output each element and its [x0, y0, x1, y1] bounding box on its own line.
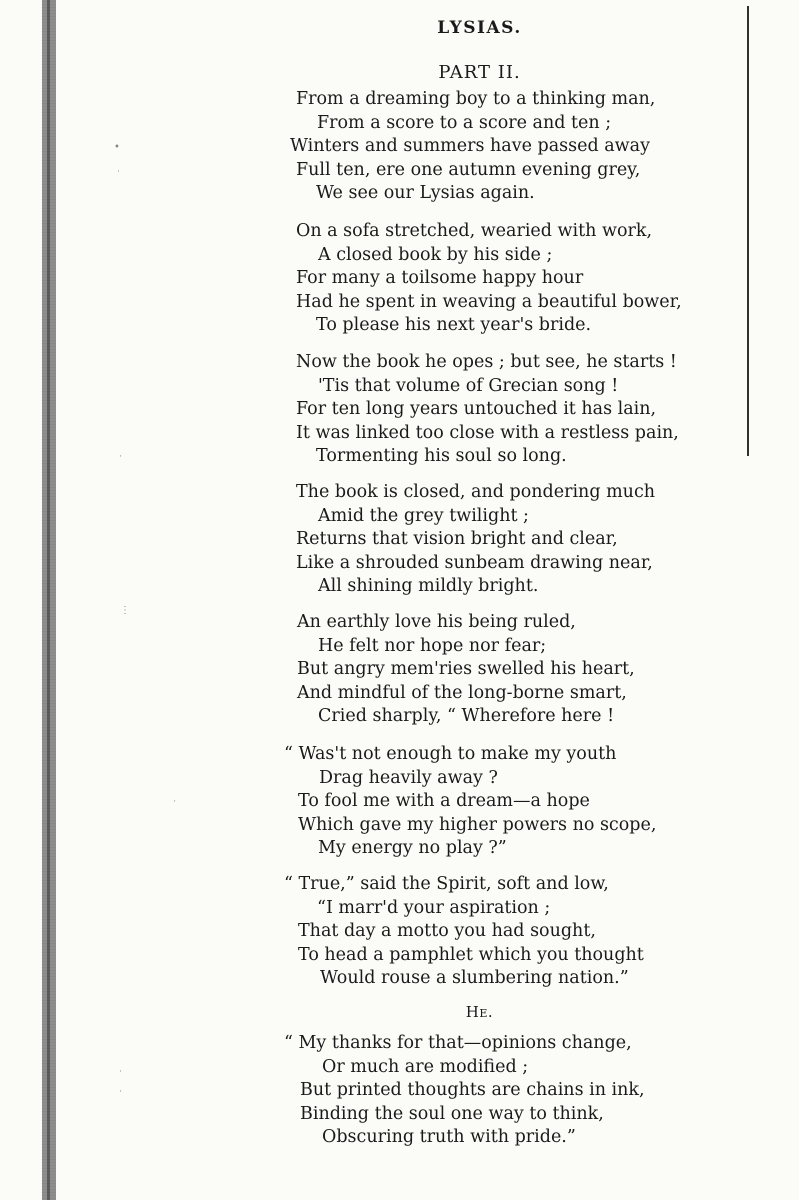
verse-line: For many a toilsome happy hour	[296, 268, 584, 288]
verse-line: Winters and summers have passed away	[290, 136, 650, 156]
verse-line: Cried sharply, “ Wherefore here !	[318, 706, 615, 726]
verse-line: To please his next year's bride.	[316, 315, 592, 335]
verse-line: It was linked too close with a restless pain,	[296, 422, 679, 443]
margin-specks: • ˙ ˙ ⋮ ˙ ˙ ˙	[114, 142, 177, 1101]
verse-line: All shining mildly bright.	[318, 576, 539, 596]
verse-line: Binding the soul one way to think,	[300, 1103, 604, 1124]
verse-line: Obscuring truth with pride.”	[322, 1127, 576, 1147]
verse-line: That day a motto you had sought,	[298, 921, 596, 941]
verse-line: An earthly love his being ruled,	[297, 612, 576, 632]
verse-line: “ True,” said the Spirit, soft and low,	[284, 874, 609, 894]
verse-line: Drag heavily away ?	[319, 767, 498, 788]
verse-line: For ten long years untouched it has lain,	[296, 399, 657, 419]
verse-line: “I marr'd your aspiration ;	[317, 897, 551, 918]
verse-line: To fool me with a dream—a hope	[298, 791, 590, 811]
verse-line: Had he spent in weaving a beautiful bower,	[296, 291, 682, 312]
verse-line: Returns that vision bright and clear,	[296, 529, 618, 549]
verse-line: “ Was't not enough to make my youth	[284, 744, 617, 764]
verse-line: Amid the grey twilight ;	[318, 505, 529, 526]
verse-line: Or much are modified ;	[322, 1056, 529, 1077]
part-heading: PART II.	[438, 62, 521, 83]
verse-line: The book is closed, and pondering much	[296, 482, 656, 502]
running-head: LYSIAS.	[437, 18, 522, 38]
verse-line: But printed thoughts are chains in ink,	[300, 1080, 645, 1100]
verse-line: We see our Lysias again.	[316, 183, 535, 203]
verse-line: To head a pamphlet which you thought	[298, 944, 644, 965]
verse-line: 'Tis that volume of Grecian song !	[318, 375, 619, 396]
verse-line: “ My thanks for that—opinions change,	[284, 1033, 632, 1053]
verse-line: Now the book he opes ; but see, he starts !	[296, 352, 677, 372]
speaker-heading: He.	[465, 1003, 494, 1021]
verse-line: My energy no play ?”	[318, 838, 507, 858]
verse-line: Full ten, ere one autumn evening grey,	[296, 159, 641, 180]
verse-line: A closed book by his side ;	[318, 244, 553, 265]
verse-line: Would rouse a slumbering nation.”	[320, 968, 629, 988]
verse-line: Tormenting his soul so long.	[316, 446, 567, 466]
verse-line: Which gave my higher powers no scope,	[298, 814, 657, 835]
verse-line: But angry mem'ries swelled his heart,	[297, 659, 635, 679]
verse-line: He felt nor hope nor fear;	[318, 635, 547, 656]
verse-line: And mindful of the long-borne smart,	[297, 682, 627, 703]
verse-line: From a dreaming boy to a thinking man,	[296, 89, 656, 109]
verse-line: Like a shrouded sunbeam drawing near,	[296, 552, 653, 573]
verse-line: From a score to a score and ten ;	[317, 112, 612, 133]
verse-line: On a sofa stretched, wearied with work,	[296, 221, 653, 241]
